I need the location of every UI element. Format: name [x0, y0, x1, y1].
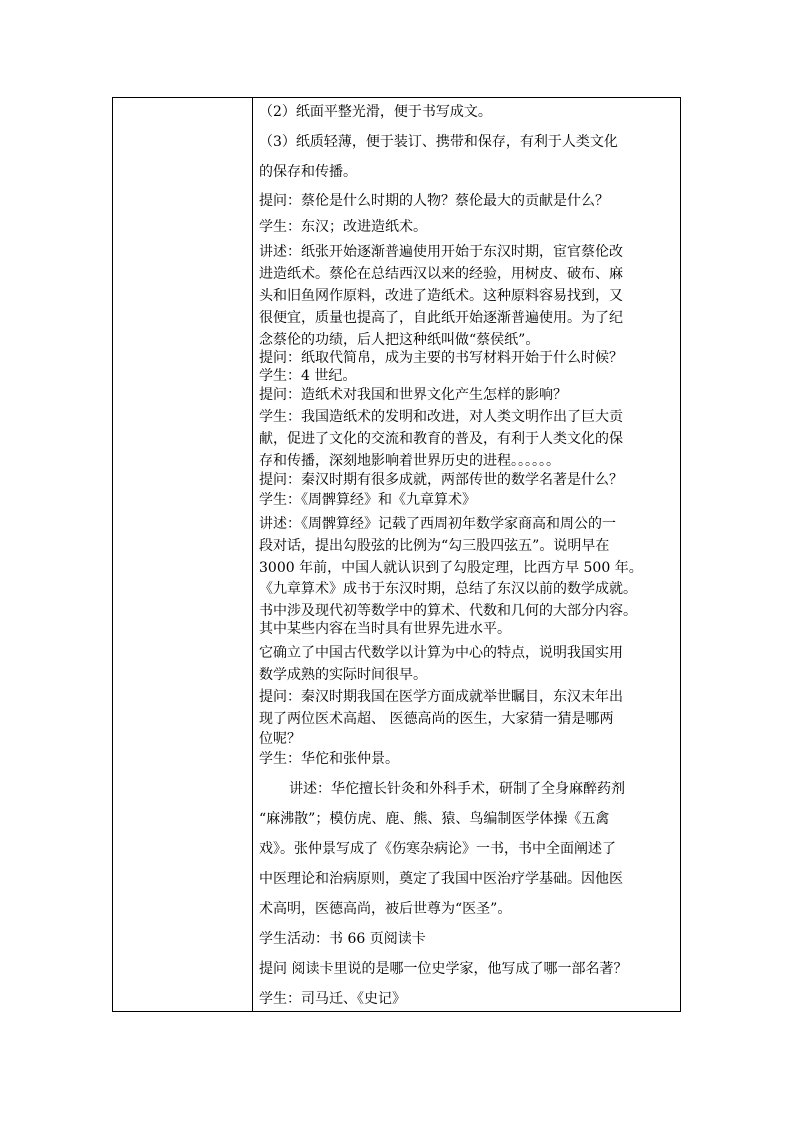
text-line: 献，促进了文化的交流和教育的普及，有利于人类文化的保 — [259, 431, 623, 447]
text-line: 讲述：《周髀算经》记载了西周初年数学家商高和周公的一 — [259, 516, 616, 532]
text-line: 位呢？ — [259, 731, 301, 747]
text-line: 其中某些内容在当时具有世界先进水平。 — [259, 621, 511, 637]
text-line: 书中涉及现代初等数学中的算术、代数和几何的大部分内容。 — [259, 603, 637, 619]
text-line: 学生：司马迁、《史记》 — [259, 991, 406, 1007]
text-line: 提问：秦汉时期有很多成就，两部传世的数学名著是什么？ — [259, 472, 623, 488]
text-line: （2）纸面平整光滑，便于书写成文。 — [259, 104, 492, 120]
text-line: 学生：我国造纸术的发明和改进，对人类文明作出了巨大贡 — [259, 409, 623, 425]
text-line: 头和旧鱼网作原料，改进了造纸术。这种原料容易找到，又 — [259, 288, 623, 304]
text-line: 现了两位医术高超、 医德高尚的医生，大家猜一猜是哪两 — [259, 711, 614, 727]
text-line: 提问：造纸术对我国和世界文化产生怎样的影响？ — [259, 387, 567, 403]
text-line: “麻沸散”；模仿虎、鹿、熊、猿、鸟编制医学体操《五禽 — [259, 811, 610, 827]
text-line: 讲述：纸张开始逐渐普遍使用开始于东汉时期，宦官蔡伦改 — [259, 244, 623, 260]
text-line: 念蔡伦的功绩，后人把这种纸叫做“蔡侯纸”。 — [259, 332, 540, 348]
text-line: 术高明，医德高尚，被后世尊为“医圣”。 — [259, 901, 512, 917]
text-line: 中医理论和治病原则，奠定了我国中医治疗学基础。因他医 — [259, 871, 623, 887]
text-line: （3）纸质轻薄，便于装订、携带和保存，有利于人类文化 — [259, 134, 618, 150]
text-line: 很便宜，质量也提高了，自此纸开始逐渐普遍使用。为了纪 — [259, 310, 623, 326]
text-line: 提问：纸取代简帛，成为主要的书写材料开始于什么时候？ — [259, 350, 623, 366]
text-line: 段对话，提出勾股弦的比例为“勾三股四弦五”。说明早在 — [259, 538, 610, 554]
text-line: 学生：4 世纪。 — [259, 368, 357, 384]
text-line: 学生活动：书 66 页阅读卡 — [259, 931, 426, 947]
text-line: 讲述：华佗擅长针灸和外科手术，研制了全身麻醉药剂 — [289, 781, 625, 797]
text-line: 3000 年前，中国人就认识到了勾股定理，比西方早 500 年。 — [259, 560, 643, 576]
text-line: 存和传播，深刻地影响着世界历史的进程。。。。。。 — [259, 453, 560, 469]
lesson-table — [112, 97, 681, 1012]
text-line: 进造纸术。蔡伦在总结西汉以来的经验，用树皮、破布、麻 — [259, 266, 623, 282]
text-line: 戏》。张仲景写成了《伤寒杂病论》一书，书中全面阐述了 — [259, 841, 616, 857]
text-line: 学生：华佗和张仲景。 — [259, 751, 399, 767]
text-line: 数学成熟的实际时间很早。 — [259, 667, 427, 683]
column-divider — [252, 98, 253, 1011]
text-line: 学生：东汉；改进造纸术。 — [259, 219, 427, 235]
text-line: 提问 阅读卡里说的是哪一位史学家，他写成了哪一部名著？ — [259, 961, 628, 977]
text-line: 的保存和传播。 — [259, 164, 357, 180]
text-line: 提问：蔡伦是什么时期的人物？蔡伦最大的贡献是什么？ — [259, 193, 609, 209]
text-line: 学生：《周髀算经》和《九章算术》 — [259, 492, 476, 508]
text-line: 它确立了中国古代数学以计算为中心的特点，说明我国实用 — [259, 645, 623, 661]
text-line: 提问：秦汉时期我国在医学方面成就举世瞩目，东汉末年出 — [259, 689, 623, 705]
text-line: 《九章算术》成书于东汉时期，总结了东汉以前的数学成就。 — [259, 581, 637, 597]
